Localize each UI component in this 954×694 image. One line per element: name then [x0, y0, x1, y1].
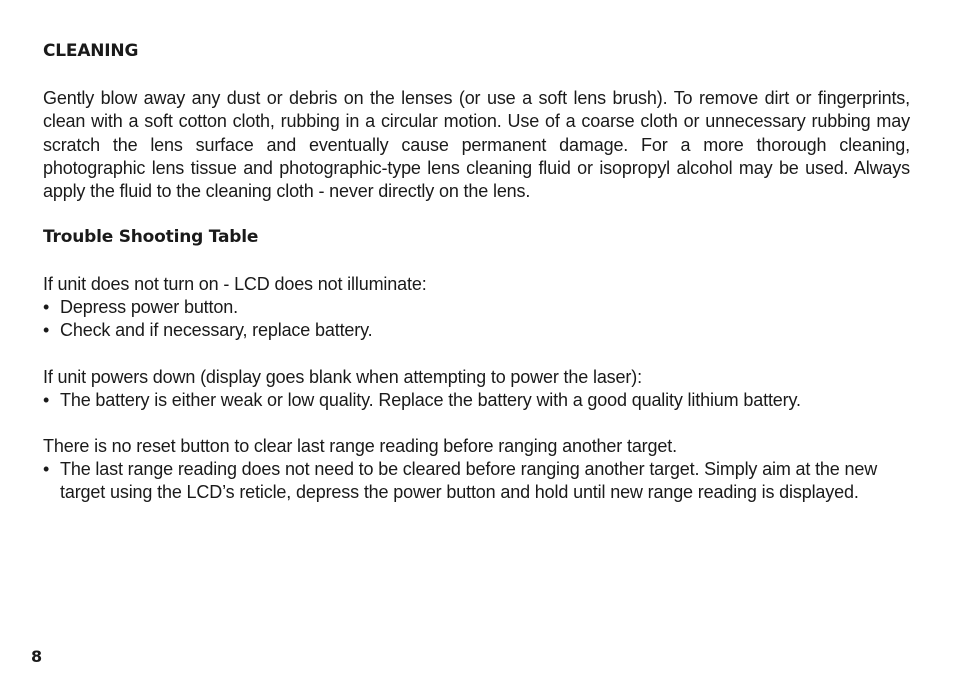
issue-1-problem: If unit does not turn on - LCD does not illuminate: — [43, 274, 427, 294]
issue-1-bullet-1 — [43, 296, 238, 319]
bullet-symbol: • — [43, 320, 50, 340]
issue-2-bullet-1 — [43, 389, 801, 412]
bullet-symbol: • — [43, 459, 50, 479]
issue-1-bullet-2 — [43, 319, 373, 342]
bullet-symbol: • — [43, 297, 50, 317]
issue-2-problem: If unit powers down (display goes blank when attempting to power the laser): — [43, 367, 642, 387]
cleaning-heading: CLEANING — [43, 41, 139, 61]
bullet-symbol: • — [43, 390, 50, 410]
trouble-shooting-heading: Trouble Shooting Table — [43, 227, 259, 247]
issue-1-bullet-1-text: Depress power button. — [60, 297, 238, 317]
issue-1-bullet-2-text: Check and if necessary, replace battery. — [60, 320, 373, 340]
cleaning-paragraph: Gently blow away any dust or debris on the lenses (or use a soft lens brush). To remove dirt or fingerprints, clean with a soft cotton cloth, rubbing in a circular motion. Use of a coarse cloth or unnecessary rubbing may scratch the lens surface and eventually cause permanent damage. For a more thorough cleaning, photographic lens tissue and photographic-type lens cleaning fluid or isopropyl alcohol may be used. Always apply the fluid to the cleaning cloth - never directly on the lens. — [43, 88, 910, 202]
manual-page — [43, 0, 910, 694]
issue-3-bullet-1 — [43, 458, 890, 505]
issue-3-bullet-1-text: The last range reading does not need to be cleared before ranging another target. Simply aim at the new target using the LCD’s reticle, depress the power button and hold until new range reading is displayed. — [60, 459, 878, 503]
issue-3-problem: There is no reset button to clear last range reading before ranging another target. — [43, 436, 677, 456]
page-number: 8 — [31, 647, 43, 666]
issue-2-bullet-1-text: The battery is either weak or low quality. Replace the battery with a good quality lithium battery. — [60, 390, 801, 410]
